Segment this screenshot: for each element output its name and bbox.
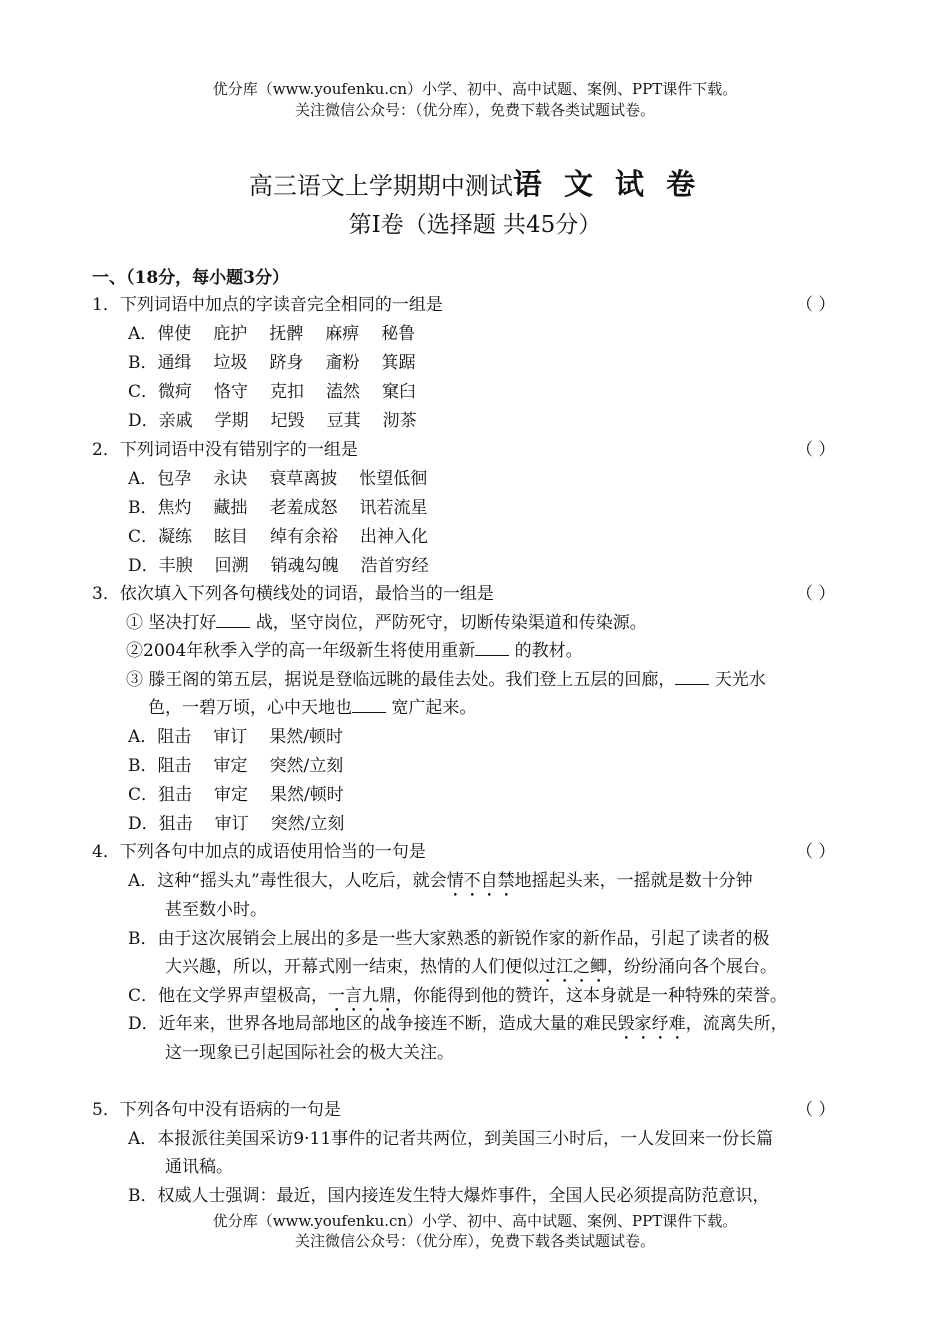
q1-option-c: C．微疴 恪守 克扣 溘然 窠臼 xyxy=(128,382,417,402)
q4-stem: 4．下列各句中加点的成语使用恰当的一句是 xyxy=(92,842,426,862)
q5-option-a: A．本报派往美国采访9·11事件的记者共两位，到美国三小时后，一人发回来一份长篇 xyxy=(128,1129,774,1149)
q1-option-b: B．通缉 垃圾 跻身 齑粉 箕踞 xyxy=(128,353,416,373)
blank-3 xyxy=(675,669,709,685)
q4-answer-paren: （ ） xyxy=(796,842,836,862)
page-title xyxy=(0,162,950,203)
q3-option-c: C．狙击 审定 果然/顿时 xyxy=(128,785,344,805)
q2-option-d: D．丰腴 回溯 销魂勾魄 浩首穷经 xyxy=(128,556,429,576)
q4-a-idiom: 情不自禁 xyxy=(446,871,515,891)
q5-option-a-cont: 通讯稿。 xyxy=(165,1157,233,1177)
q4-d-idiom: 毁家纾难 xyxy=(617,1014,686,1034)
q5-answer-paren: （ ） xyxy=(796,1100,836,1120)
q2-option-c: C．凝练 眩目 绰有余裕 出神入化 xyxy=(128,527,429,547)
q3-option-b: B．阻击 审定 突然/立刻 xyxy=(128,756,344,776)
q4-option-d-cont: 这一现象已引起国际社会的极大关注。 xyxy=(165,1043,454,1063)
blank-4 xyxy=(352,697,386,713)
title-main: 语 文 试 卷 xyxy=(512,167,702,201)
q3-option-d: D．狙击 审订 突然/立刻 xyxy=(128,814,345,834)
q3-sentence-3: ③ 滕王阁的第五层，据说是登临远眺的最佳去处。我们登上五层的回廊， 天光水 xyxy=(126,670,766,690)
footer-line-1: 优分库（www.youfenku.cn）小学、初中、高中试题、案例、PPT课件下载。 xyxy=(212,1212,738,1230)
q4-option-a-cont: 甚至数小时。 xyxy=(165,900,267,920)
q3-sentence-1: ① 坚决打好 战，坚守岗位，严防死守，切断传染渠道和传染源。 xyxy=(126,613,647,633)
header-line-1: 优分库（www.youfenku.cn）小学、初中、高中试题、案例、PPT课件下载。 xyxy=(212,80,738,98)
q2-option-a: A．包孕 永诀 衰草离披 怅望低徊 xyxy=(128,469,428,489)
q4-option-c: C．他在文学界声望极高，一言九鼎，你能得到他的赞许，这本身就是一种特殊的荣誉。 xyxy=(128,986,788,1006)
q5-option-b: B．权威人士强调：最近，国内接连发生特大爆炸事件，全国人民必须提高防范意识， xyxy=(128,1186,770,1206)
blank-1 xyxy=(216,612,250,628)
header-line-2: 关注微信公众号：（优分库），免费下载各类试题试卷。 xyxy=(294,101,655,119)
q3-sentence-2: ②2004年秋季入学的高一年级新生将使用重新 的教材。 xyxy=(126,641,583,661)
q3-stem: 3．依次填入下列各句横线处的词语，最恰当的一组是 xyxy=(92,584,494,604)
q1-option-a: A．俾使 庇护 抚髀 麻痹 秘鲁 xyxy=(128,324,416,344)
q4-c-idiom: 一言九鼎 xyxy=(328,986,397,1006)
q3-option-a: A．阻击 审订 果然/顿时 xyxy=(128,727,344,747)
q1-option-d: D．亲戚 学期 圮毁 豆萁 沏茶 xyxy=(128,411,417,431)
q4-option-b-cont: 大兴趣，所以，开幕式刚一结束，热情的人们便似过江之鲫，纷纷涌向各个展台。 xyxy=(165,957,777,977)
blank-2 xyxy=(475,640,509,656)
q2-option-b: B．焦灼 藏拙 老羞成怒 讯若流星 xyxy=(128,498,428,518)
q5-stem: 5．下列各句中没有语病的一句是 xyxy=(92,1100,341,1120)
q2-stem: 2．下列词语中没有错别字的一组是 xyxy=(92,440,358,460)
page-subtitle: 第I卷（选择题 共45分） xyxy=(348,212,602,238)
q4-option-d: D．近年来，世界各地局部地区的战争接连不断，造成大量的难民毁家纾难，流离失所， xyxy=(128,1014,788,1034)
section-heading: 一、（18分，每小题3分） xyxy=(92,268,289,288)
q3-answer-paren: （ ） xyxy=(796,584,836,604)
q2-answer-paren: （ ） xyxy=(796,440,836,460)
q4-option-b: B．由于这次展销会上展出的多是一些大家熟悉的新锐作家的新作品，引起了读者的极 xyxy=(128,929,770,949)
q1-stem: 1．下列词语中加点的字读音完全相同的一组是 xyxy=(92,295,443,315)
footer-line-2: 关注微信公众号：（优分库），免费下载各类试题试卷。 xyxy=(294,1232,655,1250)
q1-answer-paren: （ ） xyxy=(796,295,836,315)
title-prefix: 高三语文上学期期中测试 xyxy=(248,172,513,200)
q3-sentence-3-cont: 色，一碧万顷，心中天地也 宽广起来。 xyxy=(148,698,477,718)
q4-b-idiom: 过江之鲫 xyxy=(539,957,607,977)
q4-option-a: A．这种“摇头丸”毒性很大，人吃后，就会情不自禁地摇起头来，一摇就是数十分钟 xyxy=(128,871,753,891)
